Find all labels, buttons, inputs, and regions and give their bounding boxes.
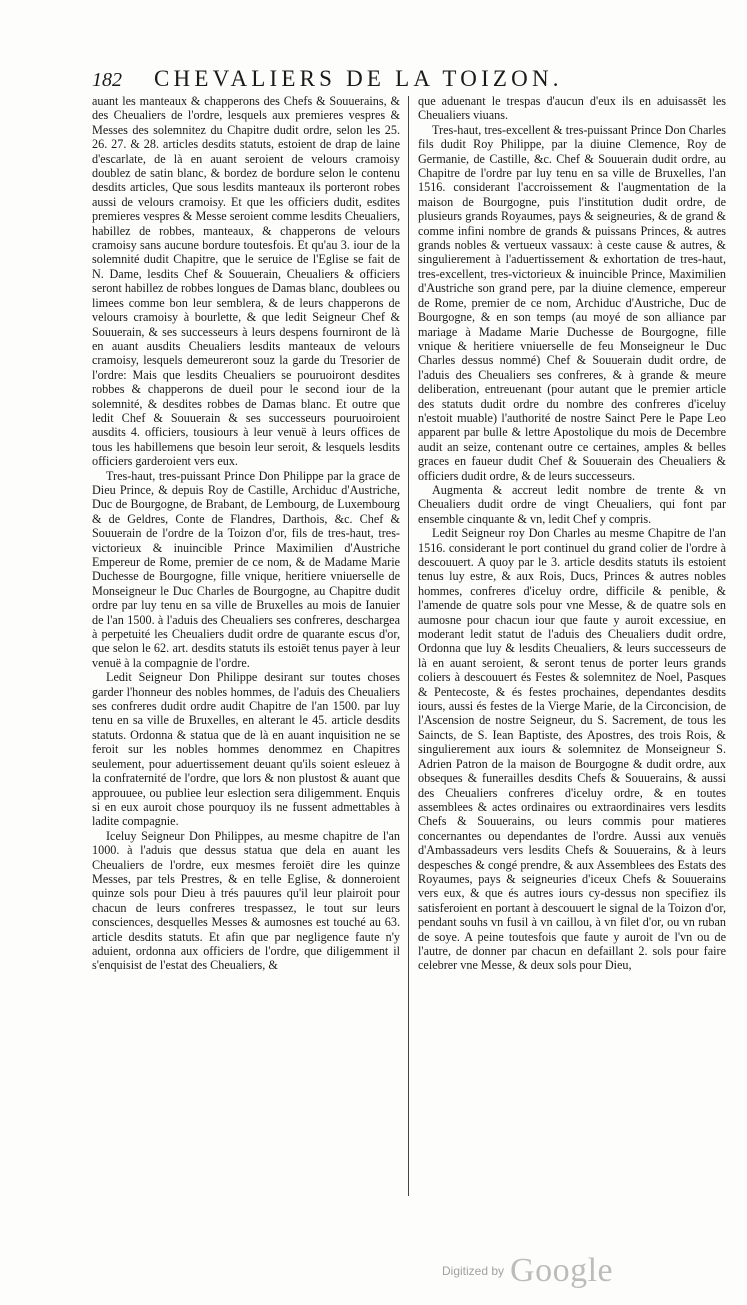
right-column (418, 94, 726, 973)
left-paragraph-2: Tres-haut, tres-puissant Prince Don Philippe par la grace de Dieu Prince, & depuis Roy de Castille, Archiduc d'Austriche, Duc de Bourgogne, de Brabant, de Lembourg, de Luxembourg & de Geldres, Conte de Flandres, Darthois, &c. Chef & Souuerain de l'ordre de la Toizon d'or, fils de tres-haut, tres-victorieux & inuincible Prince Maximilien d'Austriche Empereur de Rome, premier de ce nom, & de Madame Marie Duchesse de Bourgogne, fille vnique, heritiere vniuerselle de Monseigneur le Duc Charles de Bourgogne, au Chapitre dudit ordre par luy tenu en sa ville de Bruxelles au mois de Ianuier de l'an 1500. à l'aduis des Cheualiers ses confreres, deschargea à perpetuité les Cheualiers dudit ordre de quarante escus d'or, que selon le 62. art. desdits statuts ils estoiēt tenus payer à leur venuë à la compagnie de l'ordre. (92, 468, 400, 670)
left-paragraph-1: auant les manteaux & chapperons des Chefs & Souuerains, & des Cheualiers de l'ordre, lesquels aux premieres vespres & Messes des solemnitez du Chapitre dudit ordre, selon les 25. 26. 27. & 28. articles desdits statuts, estoient de drap de laine d'escarlate, de là en auant seroient de velours cramoisy doublez de satin blanc, & bordez de bordure selon le contenu desdits articles, Que sous lesdits manteaux ils porteront robes aussi de velours cramoisy. Et que les officiers dudit, esdites premieres vespres & Messe seroient comme lesdits Cheualiers, habillez de robbes, manteaux, & chapperons de velours cramoisy sans aucune bordure toutesfois. Et qu'au 3. iour de la solemnité dudit Chapitre, que le seruice de l'Eglise se fait de N. Dame, lesdits Chef & Souuerain, Cheualiers & officiers seront habillez de robbes longues de Damas blanc, doublees ou limees comme bon leur semblera, & de leurs chapperons de velours cramoisy à bourlette, & que ledit Seigneur Chef & Souuerain, & ses successeurs à leurs despens fourniront de là en auant ausdits Cheualiers lesdits manteaux de velours cramoisy, lesquels demeureront souz la garde du Tresorier de l'ordre: Mais que lesdits Cheualiers se pouruoiront desdites robbes & chapperons de dueil pour le second iour de la solemnité, & desdites robbes de Damas blanc. Et outre que ledit Chef & Souuerain & ses successeurs pouruoiroient ausdits 4. officiers, tousiours à leur venuë à leurs offices de tous les habillemens que besoin leur seroit, & lesquels lesdits officiers garderoient vers eux. (92, 94, 400, 469)
right-paragraph-2: Tres-haut, tres-excellent & tres-puissant Prince Don Charles fils dudit Roy Philippe, par la diuine Clemence, Roy de Germanie, de Castille, &c. Chef & Souuerain dudit ordre, au Chapitre de l'ordre par luy tenu en sa ville de Bruxelles, l'an 1516. considerant l'accroissement & l'augmentation de la maison de Bourgogne, puis l'institution dudit ordre, de plusieurs grands Royaumes, pays & seigneuries, & de grand & comme infini nombre de grands & puissans Princes, & autres grands nobles & vertueux vassaux: à ceste cause & autres, & singulierement à l'aduertissement & exhortation de tres-haut, tres-excellent, tres-victorieux & inuincible Prince, Maximilien d'Austriche son grand pere, par la diuine clemence, empereur de Rome, premier de ce nom, Archiduc d'Austriche, Duc de Bourgogne, & en son temps (au moyé de son alliance par mariage à Madame Marie Duchesse de Bourgogne, fille vnique & heritiere vniuerselle de feu Monseigneur le Duc Charles dessus nommé) Chef & Souuerain dudit ordre, de l'aduis des Cheualiers ses confreres, & à grande & meure deliberation, entreuenant (pour autant que le premier article des statuts dudit ordre du nombre des confreres d'iceluy n'estoit muable) l'authorité de nostre Sainct Pere le Pape Leo apparent par bulle & lettre Apostolique du mois de Decembre audit an seize, contenant outre ce certaines, amples & belles graces en faueur dudit Chef & Souuerain des Cheualiers & officiers dudit ordre, & de leurs successeurs. (418, 122, 726, 483)
running-title: CHEVALIERS DE LA TOIZON. (154, 66, 563, 91)
page-header (92, 66, 672, 94)
right-paragraph-4: Ledit Seigneur roy Don Charles au mesme Chapitre de l'an 1516. considerant le port continuel du grand colier de l'ordre à descouuert. A quoy par le 3. article desdits statuts ils estoient tenus luy estre, & aux Rois, Ducs, Princes & autres nobles hommes, confreres d'iceluy ordre, difficile & penible, & l'amende de quatre sols pour vne Messe, & de quatre sols en aumosne pour chacun iour que faute y auroit excessiue, en moderant ledit statut de l'aduis des Cheualiers dudit ordre, Ordonna que luy & lesdits Cheualiers, & leurs successeurs de là en auant seroient, & seront tenus de porter leurs grands coliers à descouuert és Festes & solemnitez de Noel, Pasques & Pentecoste, & és festes prochaines, dependantes desdits iours, aussi és festes de la Vierge Marie, de la Circoncision, de l'Ascension de nostre Seigneur, du S. Sacrement, de tous les Saincts, de S. Iean Baptiste, des Apostres, des trois Rois, & singulierement aux iours & solemnitez de Monseigneur S. Adrien Patron de la maison de Bourgogne & dudit ordre, aux obseques & funerailles desdits Chefs & Souuerains, & aussi des Cheualiers confreres d'iceluy ordre, & en toutes assemblees & actes ordinaires ou extraordinaires vers lesdits Chefs & Souuerains, ou leurs commis pour matieres concernantes ou dependantes de l'ordre. Aussi aux venuës d'Ambassadeurs vers lesdits Chefs & Souuerains, & à leurs despesches & congé prendre, & aux Assemblees des Estats des Royaumes, pays & seigneuries d'iceux Chefs & Souuerains vers eux, & que és autres iours cy-dessus non specifiez ils satisferoient en portant à descouuert le signal de la Toizon d'or, pendant souhs vn fusil à vn caillou, à vn filet d'or, ou vn ruban de soye. A peine toutesfois que faute y auroit de l'vn ou de l'autre, de donner par chacun en defaillant 2. sols pour faire celebrer vne Messe, & deux sols pour Dieu, (418, 526, 726, 973)
right-paragraph-1: que aduenant le trespas d'aucun d'eux ils en aduisassēt les Cheualiers viuans. (418, 94, 726, 123)
digitized-watermark (442, 1252, 613, 1290)
page-number: 182 (92, 69, 122, 91)
google-logo: Google (510, 1252, 614, 1289)
left-paragraph-3: Ledit Seigneur Don Philippe desirant sur toutes choses garder l'honneur des nobles hommes, de l'aduis des Cheualiers ses confreres dudit ordre audit Chapitre de l'an 1500. par luy tenu en sa ville de Bruxelles, en alterant le 45. article desdits statuts. Ordonna & statua que de là en auant inquisition ne se feroit sur les nobles hommes denommez en Chapitres seulement, pour aduertissement deuant qu'ils soient esleuez à la confraternité de l'ordre, que lors & non plustost & auant que approuuee, ou publiee leur eslection sera diligemment. Enquis si en eux auroit chose pourquoy ils ne fussent admettables à ladite compagnie. (92, 670, 400, 829)
column-divider (408, 96, 409, 1196)
digitized-label: Digitized by (442, 1264, 505, 1278)
left-column (92, 94, 400, 973)
right-paragraph-3: Augmenta & accreut ledit nombre de trente & vn Cheualiers dudit ordre de vingt Cheualiers, qui font par ensemble cinquante & vn, ledit Chef y compris. (418, 482, 726, 526)
left-paragraph-4: Iceluy Seigneur Don Philippes, au mesme chapitre de l'an 1000. à l'aduis que dessus statua que dela en auant les Cheualiers de l'ordre, eux mesmes feroiēt dire les quinze Messes, par tels Prestres, & en telle Eglise, & donneroient quinze sols pour Dieu à trés pauures qu'il leur plairoit pour chacun de leurs confreres trespassez, le tout sur leurs consciences, desquelles Messes & aumosnes est touché au 63. article desdits statuts. Et afin que par negligence faute n'y aduient, ordonna aux officiers de l'ordre, que diligemment il s'enquisist de l'estat des Cheualiers, & (92, 828, 400, 973)
